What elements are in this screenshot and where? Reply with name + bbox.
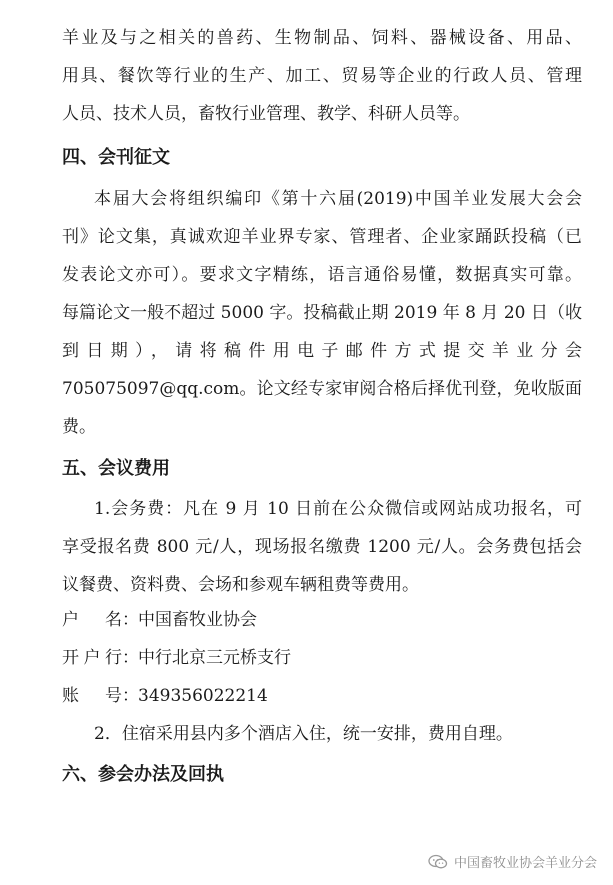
wechat-icon	[428, 854, 448, 870]
section-4-line-1: 本届大会将组织编印《第十六届(2019)中国羊业发展大会会	[94, 189, 582, 209]
section-4-line-7: 费。	[62, 417, 96, 437]
section-4-line-6: 705075097@qq.com。论文经专家审阅合格后择优刊登，免收版面	[62, 379, 582, 399]
wechat-watermark	[428, 852, 597, 871]
account-number-value: 349356022214	[138, 686, 268, 706]
fee-line-2: 享受报名费 800 元/人，现场报名缴费 1200 元/人。会务费包括会	[62, 537, 582, 557]
account-bank-colon: ：	[122, 648, 139, 668]
fee-line-1: 1.会务费：凡在 9 月 10 日前在公众微信或网站成功报名，可	[94, 499, 582, 519]
account-name-value: 中国畜牧业协会	[138, 610, 257, 630]
section-4-line-2: 刊》论文集，真诚欢迎羊业界专家、管理者、企业家踊跃投稿（已	[62, 227, 582, 247]
intro-line-3: 人员、技术人员，畜牧行业管理、教学、科研人员等。	[62, 104, 470, 124]
section-4-line-3: 发表论文亦可）。要求文字精练，语言通俗易懂，数据真实可靠。	[62, 265, 582, 285]
account-name-colon: ：	[122, 610, 139, 630]
section-4-heading: 四、会刊征文	[62, 147, 170, 168]
account-bank-label: 开户行	[62, 648, 122, 668]
account-number-label: 账 号	[62, 686, 122, 706]
account-name-label: 户 名	[62, 610, 122, 630]
watermark-text: 中国畜牧业协会羊业分会	[453, 856, 597, 871]
section-4-line-5: 到日期），请将稿件用电子邮件方式提交羊业分会	[62, 341, 582, 361]
section-5-heading: 五、会议费用	[62, 458, 170, 479]
fee-line-3: 议餐费、资料费、会场和参观车辆租费等费用。	[62, 575, 419, 595]
lodging-line: 2．住宿采用县内多个酒店入住，统一安排，费用自理。	[94, 724, 513, 744]
section-4-line-4: 每篇论文一般不超过 5000 字。投稿截止期 2019 年 8 月 20 日（收	[62, 303, 582, 323]
intro-line-2: 用具、餐饮等行业的生产、加工、贸易等企业的行政人员、管理	[62, 66, 582, 86]
section-6-heading: 六、参会办法及回执	[62, 764, 224, 785]
account-bank-row	[62, 646, 291, 670]
account-name-row	[62, 608, 257, 632]
account-bank-value: 中行北京三元桥支行	[138, 648, 291, 668]
intro-line-1: 羊业及与之相关的兽药、生物制品、饲料、器械设备、用品、	[62, 28, 582, 48]
account-number-colon: ：	[122, 686, 139, 706]
account-number-row	[62, 684, 268, 708]
